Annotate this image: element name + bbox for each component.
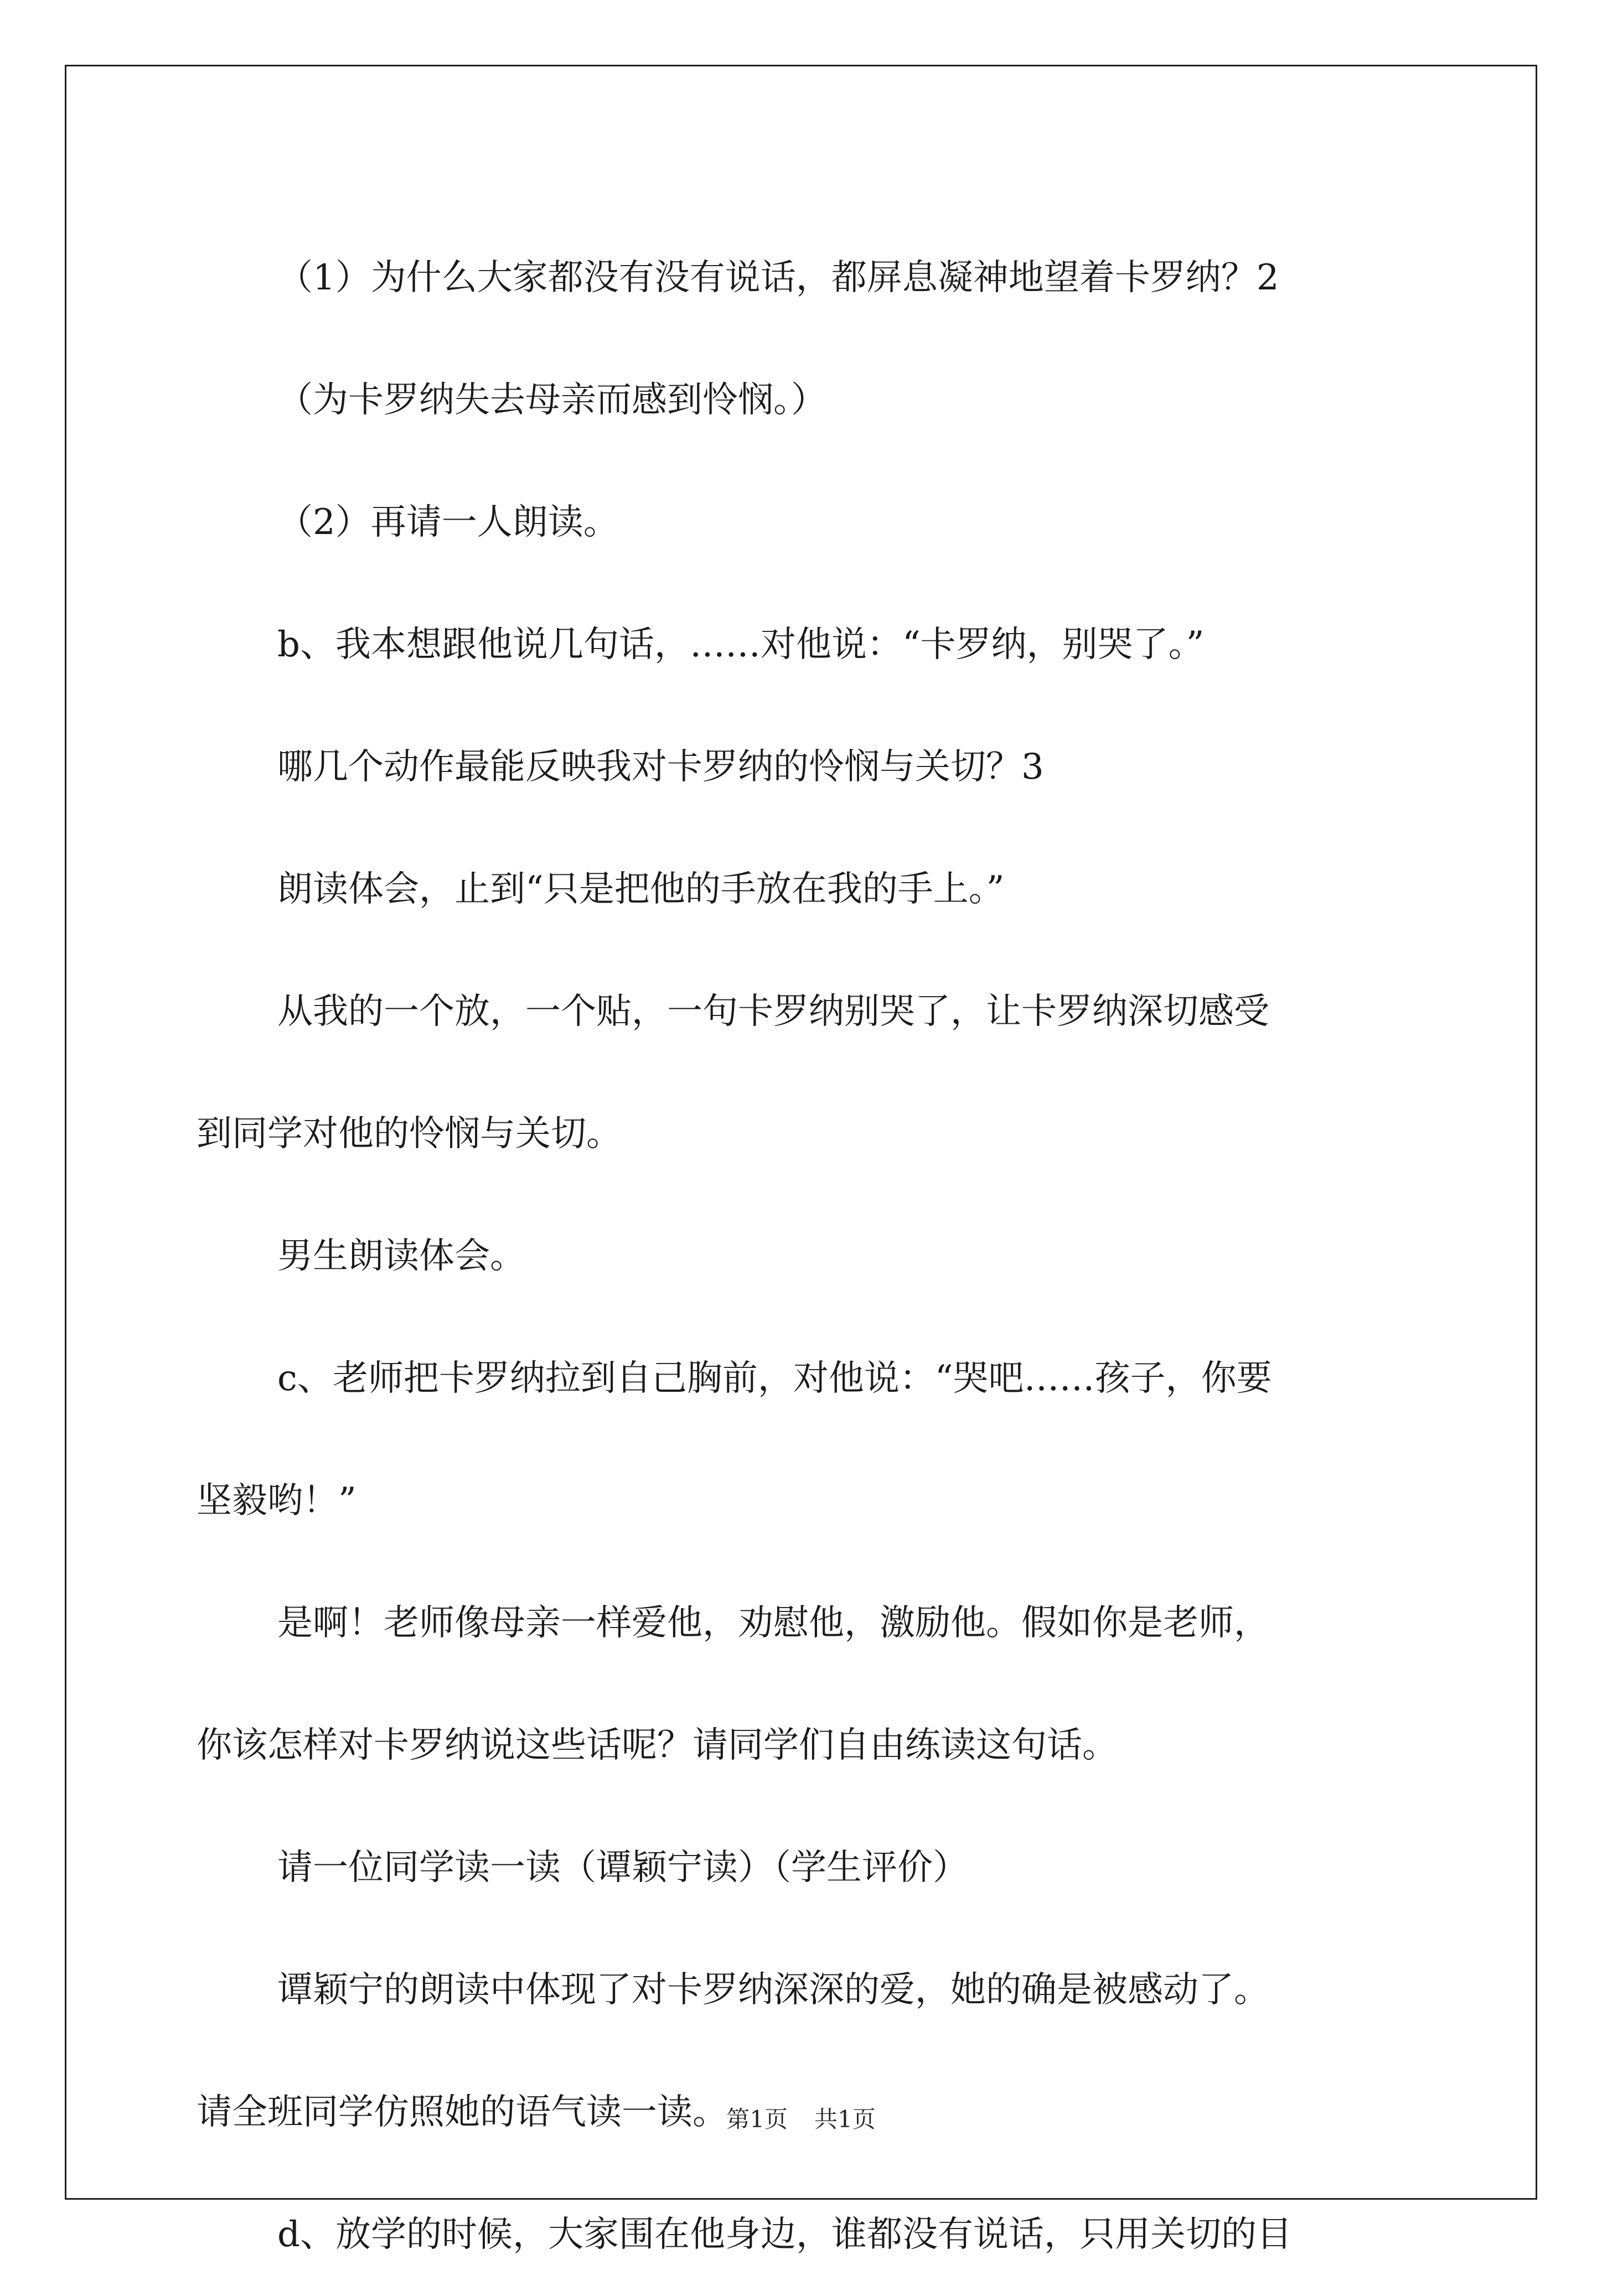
total-pages-label: 共1页: [814, 2106, 876, 2133]
paragraph: 请一位同学读一读（谭颖宁读）（学生评价）: [277, 1847, 968, 1888]
paragraph: b、我本想跟他说几句话，……对他说：“卡罗纳，别哭了。”: [277, 624, 1205, 665]
paragraph: 谭颖宁的朗读中体现了对卡罗纳深深的爱，她的确是被感动了。: [277, 1970, 1269, 2010]
paragraph: 从我的一个放，一个贴，一句卡罗纳别哭了，让卡罗纳深切感受: [277, 991, 1269, 1032]
paragraph: d、放学的时候，大家围在他身边，谁都没有说话，只用关切的目: [277, 2214, 1292, 2255]
paragraph: （1）为什么大家都没有没有说话，都屏息凝神地望着卡罗纳？2: [277, 257, 1279, 298]
paragraph: （2）再请一人朗读。: [277, 502, 619, 543]
document-body: [197, 217, 1414, 2296]
paragraph: （为卡罗纳失去母亲而感到怜悯。）: [277, 380, 826, 421]
current-page-label: 第1页: [726, 2106, 788, 2133]
paragraph: 哪几个动作最能反映我对卡罗纳的怜悯与关切？3: [277, 747, 1044, 787]
paragraph-continuation: 你该怎样对卡罗纳说这些话呢？请同学们自由练读这句话。: [197, 1725, 1118, 1766]
paragraph-continuation: 坚毅哟！”: [197, 1480, 356, 1521]
paragraph-continuation: 请全班同学仿照她的语气读一读。: [197, 2092, 728, 2133]
paragraph: c、老师把卡罗纳拉到自己胸前，对他说：“哭吧……孩子，你要: [277, 1358, 1272, 1399]
page-footer: [0, 2103, 1602, 2136]
paragraph: 朗读体会，止到“只是把他的手放在我的手上。”: [277, 869, 1005, 910]
paragraph: 男生朗读体会。: [277, 1236, 525, 1277]
paragraph-continuation: 到同学对他的怜悯与关切。: [197, 1113, 622, 1154]
paragraph: 是啊！老师像母亲一样爱他，劝慰他，激励他。假如你是老师，: [277, 1603, 1269, 1644]
